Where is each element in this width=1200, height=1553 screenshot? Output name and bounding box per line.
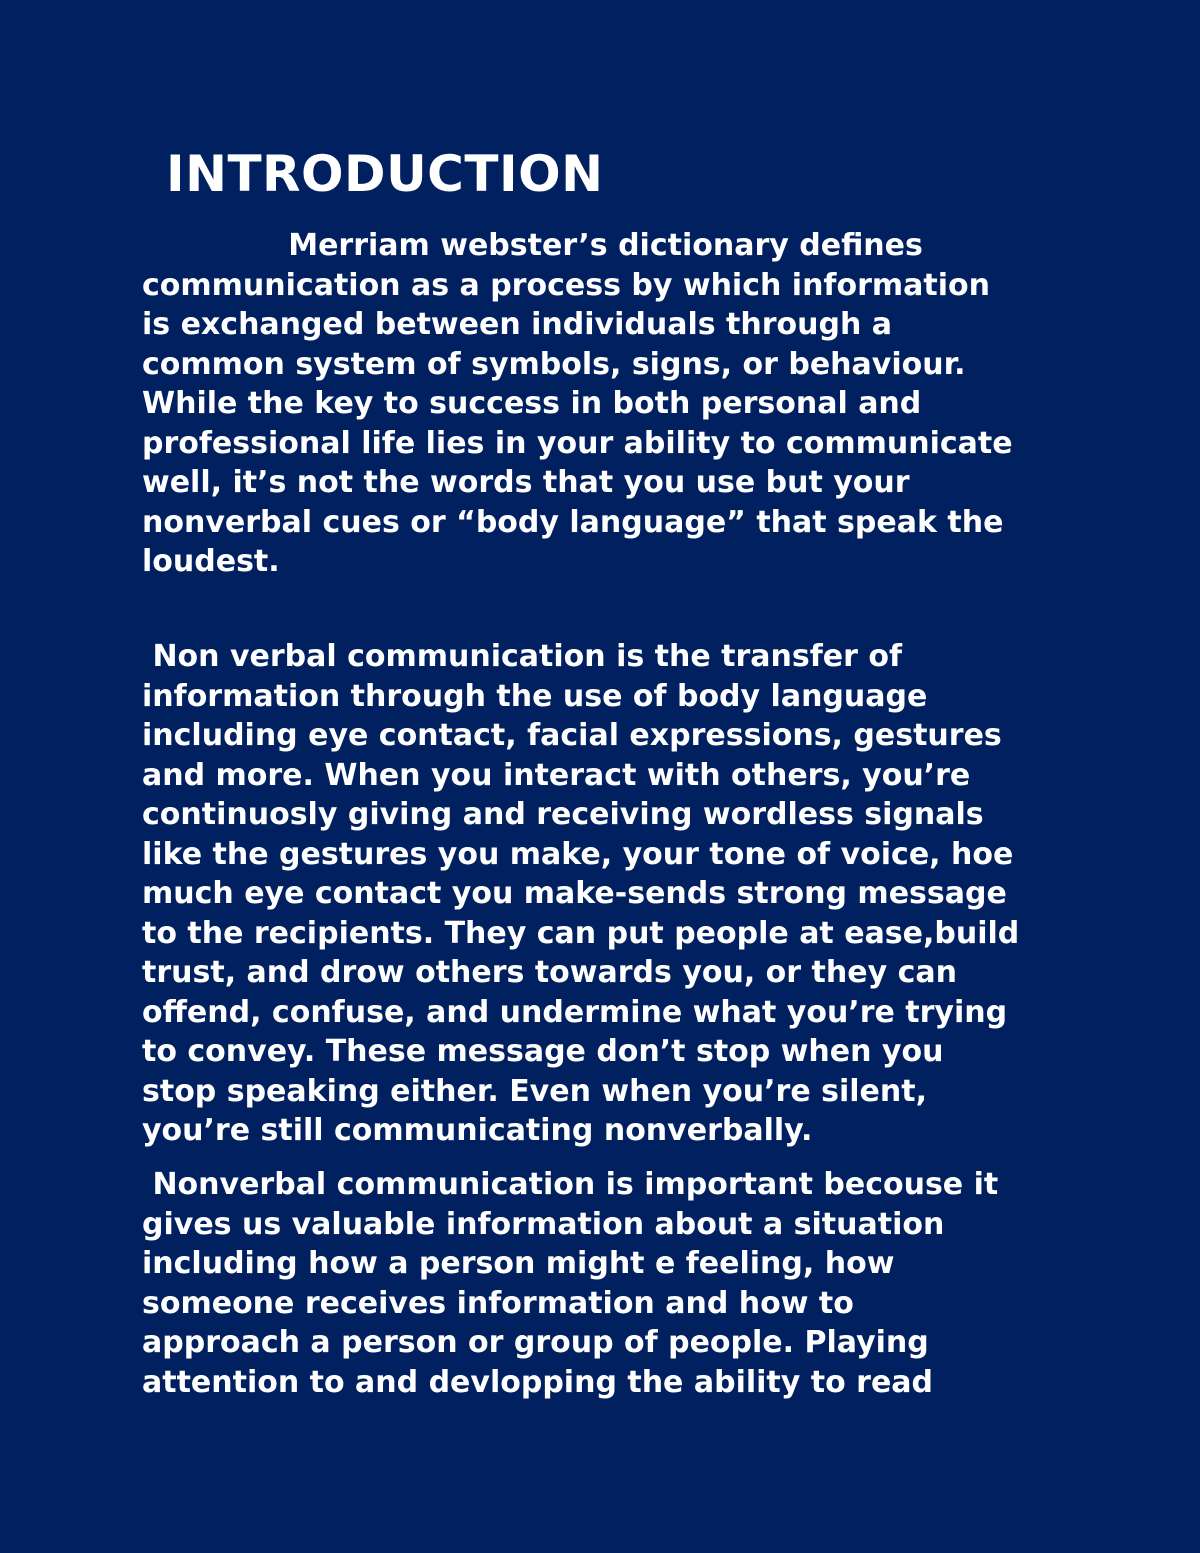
paragraph-line: Non verbal communication is the transfer of — [142, 639, 903, 674]
paragraph-line: well, it’s not the words that you use but your — [142, 465, 910, 500]
paragraph-line: like the gestures you make, your tone of voice, hoe — [142, 836, 1014, 872]
paragraph-line: common system of symbols, signs, or behaviour. — [142, 346, 966, 382]
paragraph-line: you’re still communicating nonverbally. — [142, 1113, 813, 1148]
paragraph-line: continuosly giving and receiving wordless signals — [142, 797, 984, 832]
paragraph-line: While the key to success in both personal and — [142, 386, 922, 421]
paragraph-line: nonverbal cues or “body language” that speak the — [142, 504, 1004, 540]
paragraph-line: Nonverbal communication is important becouse it — [142, 1167, 999, 1202]
paragraph-1 — [142, 226, 1102, 582]
paragraph-line: to convey. These message don’t stop when you — [142, 1034, 944, 1069]
paragraph-line: offend, confuse, and undermine what you’re trying — [142, 994, 1008, 1030]
paragraph-line: attention to and devlopping the ability to read — [142, 1364, 934, 1400]
page-title: INTRODUCTION — [166, 145, 604, 203]
paragraph-line: gives us valuable information about a situation — [142, 1206, 945, 1242]
paragraph-line: communication as a process by which information — [142, 267, 990, 303]
paragraph-line: Merriam webster’s dictionary defines — [142, 228, 923, 263]
paragraph-line: professional life lies in your ability to communicate — [142, 425, 1013, 461]
paragraph-line: including eye contact, facial expressions, gestures — [142, 718, 1002, 753]
paragraph-3 — [142, 1165, 1102, 1402]
paragraph-line: much eye contact you make-sends strong message — [142, 876, 1007, 911]
paragraph-line: approach a person or group of people. Playing — [142, 1325, 929, 1360]
paragraph-line: trust, and drow others towards you, or they can — [142, 955, 957, 990]
paragraph-2 — [142, 637, 1102, 1151]
paragraph-line: stop speaking either. Even when you’re silent, — [142, 1073, 927, 1109]
paragraph-line: to the recipients. They can put people at ease,build — [142, 915, 1020, 951]
paragraph-line: including how a person might e feeling, how — [142, 1246, 895, 1281]
paragraph-line: someone receives information and how to — [142, 1285, 854, 1321]
paragraph-line: information through the use of body language — [142, 678, 928, 714]
paragraph-line: is exchanged between individuals through a — [142, 307, 893, 342]
paragraph-line: and more. When you interact with others, you’re — [142, 757, 971, 793]
paragraph-line: loudest. — [142, 544, 280, 579]
